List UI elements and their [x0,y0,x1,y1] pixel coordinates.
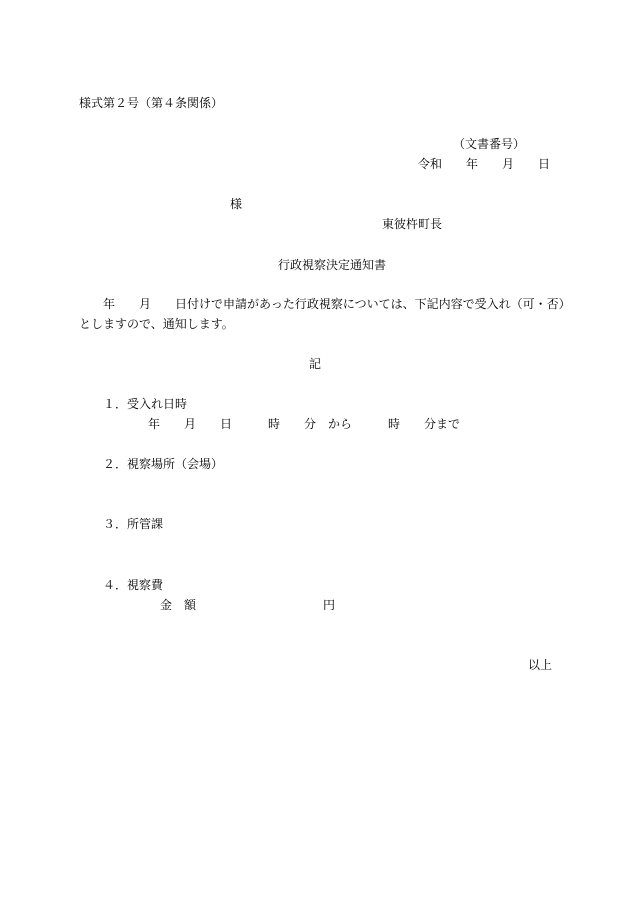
closing-mark: 以上 [528,658,553,672]
date-line: 令和 年 月 日 [418,157,551,171]
yen-unit: 円 [323,598,336,612]
document-title: 行政視察決定通知書 [278,258,387,272]
addressee-honorific: 様 [230,197,243,211]
section-1-heading: １．受入れ日時 [103,397,188,411]
section-4-heading: ４．視察費 [103,578,164,592]
form-label: 様式第２号（第４条関係） [79,96,224,110]
body-text-line-2: としますので、通知します。 [79,317,234,331]
section-3-heading: ３．所管課 [103,517,164,531]
issuer-name: 東彼杵町長 [382,217,443,231]
section-1-datetime: 年 月 日 時 分 から 時 分まで [148,417,461,431]
section-2-heading: ２．視察場所（会場） [103,457,224,471]
ki-heading: 記 [309,357,322,371]
body-text-line-1: 年 月 日付けで申請があった行政視察については、下記内容で受入れ（可・否） [79,297,571,311]
amount-label: 金 額 [160,598,197,612]
document-number: （文書番号） [453,137,526,151]
